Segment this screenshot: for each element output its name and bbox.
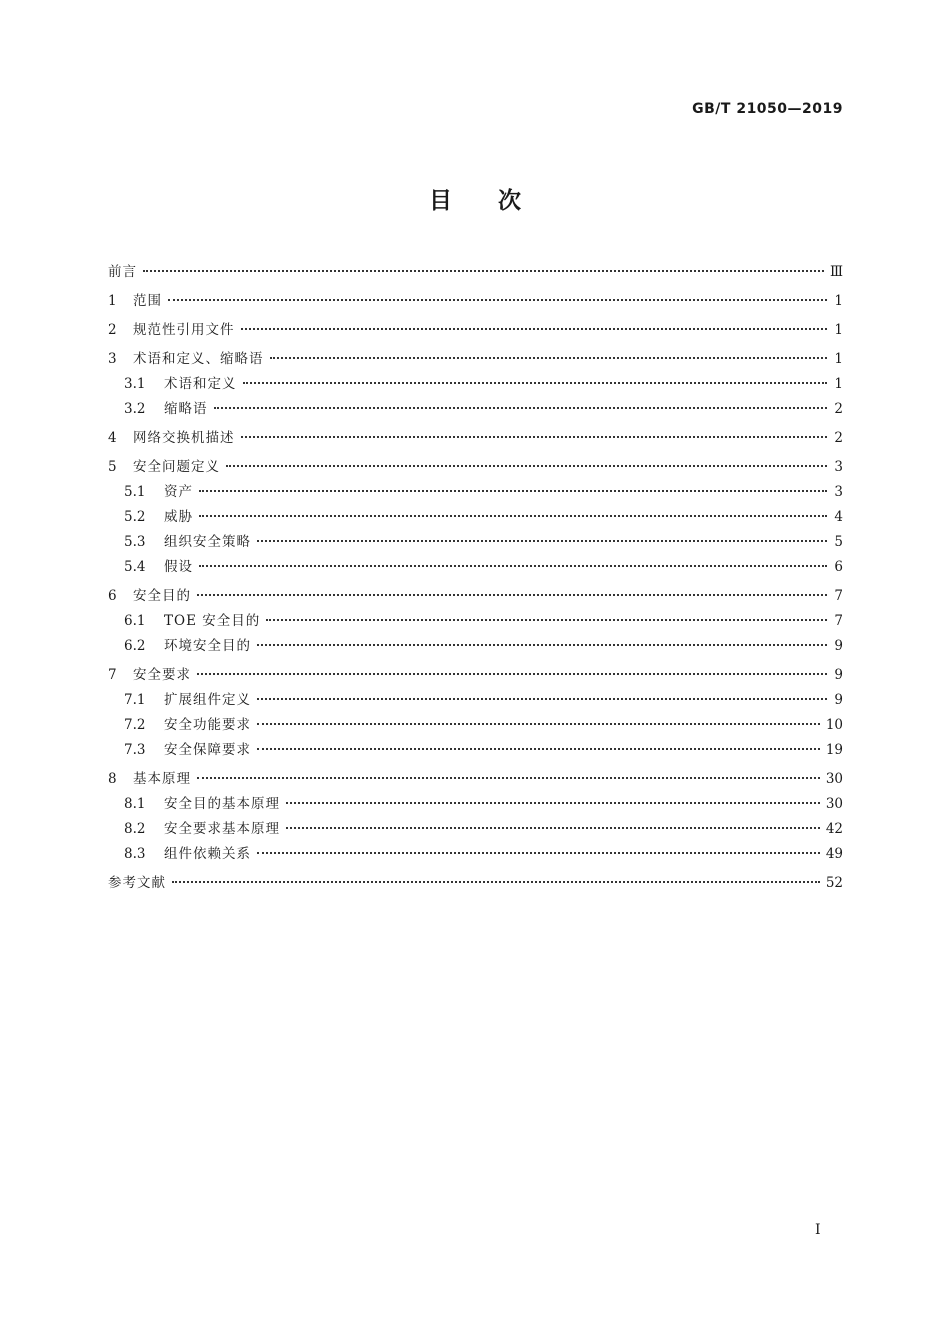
toc-entry-page: 2 — [834, 401, 843, 417]
toc-leader-dots — [143, 270, 824, 272]
toc-entry-page: 19 — [825, 742, 843, 758]
toc-entry-label: 前言 — [108, 264, 137, 280]
toc-entry-number: 5.4 — [124, 559, 146, 575]
toc-leader-dots — [241, 328, 828, 330]
toc-entry-number: 7.3 — [124, 742, 146, 758]
toc-entry-label: 安全要求 — [133, 667, 191, 683]
toc-leader-dots — [199, 565, 827, 567]
toc-entry-label: 范围 — [133, 293, 162, 309]
toc-entry[interactable] — [108, 397, 843, 422]
toc-entry-label: 安全保障要求 — [164, 742, 251, 758]
toc-entry-page: 1 — [834, 322, 843, 338]
toc-entry[interactable] — [108, 663, 843, 688]
toc-entry-page: 2 — [834, 430, 843, 446]
toc-leader-dots — [257, 852, 820, 854]
toc-entry-label: 基本原理 — [133, 771, 191, 787]
toc-leader-dots — [286, 802, 820, 804]
toc-entry-label: 安全目的 — [133, 588, 191, 604]
toc-entry-page: 30 — [825, 771, 843, 787]
toc-entry-page: 7 — [834, 613, 843, 629]
toc-entry-number: 2 — [108, 322, 117, 338]
toc-leader-dots — [266, 619, 827, 621]
toc-leader-dots — [257, 723, 820, 725]
toc-entry-label: 威胁 — [164, 509, 193, 525]
toc-leader-dots — [197, 777, 820, 779]
page-number: I — [815, 1222, 821, 1238]
toc-leader-dots — [197, 594, 827, 596]
toc-leader-dots — [243, 382, 828, 384]
toc-entry-label: 术语和定义 — [164, 376, 237, 392]
toc-entry-number: 1 — [108, 293, 117, 309]
toc-entry-number: 4 — [108, 430, 117, 446]
toc-entry-label: 环境安全目的 — [164, 638, 251, 654]
toc-entry[interactable] — [108, 792, 843, 817]
toc-leader-dots — [286, 827, 820, 829]
toc-entry-number: 7.1 — [124, 692, 146, 708]
toc-entry-page: 6 — [834, 559, 843, 575]
toc-leader-dots — [257, 698, 827, 700]
toc-leader-dots — [199, 515, 827, 517]
toc-entry[interactable] — [108, 318, 843, 343]
toc-entry[interactable] — [108, 372, 843, 397]
toc-entry[interactable] — [108, 555, 843, 580]
toc-entry-page: 1 — [834, 293, 843, 309]
toc-leader-dots — [257, 540, 827, 542]
toc-entry-page: 1 — [834, 376, 843, 392]
toc-entry-number: 5.3 — [124, 534, 146, 550]
toc-entry-number: 8 — [108, 771, 117, 787]
toc-entry-page: 5 — [834, 534, 843, 550]
toc-entry[interactable] — [108, 871, 843, 896]
toc-leader-dots — [214, 407, 828, 409]
toc-entry[interactable] — [108, 347, 843, 372]
toc-entry-number: 8.1 — [124, 796, 146, 812]
toc-entry-page: 30 — [825, 796, 843, 812]
toc-entry[interactable] — [108, 260, 843, 285]
page-title: 目 次 — [429, 188, 521, 214]
toc-entry-page: 49 — [825, 846, 843, 862]
toc-entry-label: 安全要求基本原理 — [164, 821, 280, 837]
toc-entry-number: 3.2 — [124, 401, 146, 417]
table-of-contents — [108, 260, 843, 896]
toc-entry-page: 52 — [825, 875, 843, 891]
toc-entry[interactable] — [108, 767, 843, 792]
toc-entry[interactable] — [108, 609, 843, 634]
toc-entry[interactable] — [108, 530, 843, 555]
toc-leader-dots — [199, 490, 827, 492]
toc-entry-number: 3.1 — [124, 376, 146, 392]
toc-entry-number: 6.2 — [124, 638, 146, 654]
toc-leader-dots — [197, 673, 827, 675]
toc-entry-label: 资产 — [164, 484, 193, 500]
toc-entry-page: 42 — [825, 821, 843, 837]
toc-entry-label: 网络交换机描述 — [133, 430, 235, 446]
toc-entry[interactable] — [108, 426, 843, 451]
toc-entry[interactable] — [108, 634, 843, 659]
toc-entry[interactable] — [108, 289, 843, 314]
toc-entry-number: 3 — [108, 351, 117, 367]
toc-leader-dots — [172, 881, 820, 883]
toc-entry[interactable] — [108, 584, 843, 609]
toc-entry-page: 4 — [834, 509, 843, 525]
toc-entry-number: 7 — [108, 667, 117, 683]
toc-entry-label: 安全功能要求 — [164, 717, 251, 733]
toc-entry[interactable] — [108, 738, 843, 763]
toc-leader-dots — [226, 465, 827, 467]
toc-entry-label: 扩展组件定义 — [164, 692, 251, 708]
toc-leader-dots — [257, 644, 827, 646]
toc-leader-dots — [257, 748, 820, 750]
toc-entry-label: 安全目的基本原理 — [164, 796, 280, 812]
toc-entry-page: 9 — [834, 692, 843, 708]
toc-entry[interactable] — [108, 480, 843, 505]
toc-entry-page: Ⅲ — [829, 264, 843, 280]
toc-leader-dots — [168, 299, 827, 301]
standard-code: GB/T 21050—2019 — [692, 101, 843, 117]
toc-entry-number: 7.2 — [124, 717, 146, 733]
toc-entry-page: 7 — [834, 588, 843, 604]
toc-entry[interactable] — [108, 713, 843, 738]
toc-entry-label: 安全问题定义 — [133, 459, 220, 475]
toc-leader-dots — [270, 357, 828, 359]
toc-entry-label: 参考文献 — [108, 875, 166, 891]
toc-entry-number: 5.2 — [124, 509, 146, 525]
toc-entry-number: 5.1 — [124, 484, 146, 500]
toc-entry[interactable] — [108, 688, 843, 713]
toc-entry-page: 1 — [834, 351, 843, 367]
toc-leader-dots — [241, 436, 828, 438]
toc-entry-label: TOE 安全目的 — [164, 613, 261, 629]
toc-entry-page: 9 — [834, 638, 843, 654]
toc-entry-page: 9 — [834, 667, 843, 683]
toc-entry-number: 8.3 — [124, 846, 146, 862]
toc-entry-label: 假设 — [164, 559, 193, 575]
toc-entry-page: 3 — [834, 484, 843, 500]
toc-entry-label: 组织安全策略 — [164, 534, 251, 550]
toc-entry-number: 6 — [108, 588, 117, 604]
toc-entry-label: 缩略语 — [164, 401, 208, 417]
toc-entry[interactable] — [108, 842, 843, 867]
toc-entry-page: 10 — [825, 717, 843, 733]
toc-entry-page: 3 — [834, 459, 843, 475]
toc-entry[interactable] — [108, 505, 843, 530]
toc-entry-number: 5 — [108, 459, 117, 475]
toc-entry-number: 6.1 — [124, 613, 146, 629]
toc-entry-label: 组件依赖关系 — [164, 846, 251, 862]
toc-entry-number: 8.2 — [124, 821, 146, 837]
toc-entry-label: 术语和定义、缩略语 — [133, 351, 264, 367]
toc-entry[interactable] — [108, 817, 843, 842]
toc-entry-label: 规范性引用文件 — [133, 322, 235, 338]
toc-entry[interactable] — [108, 455, 843, 480]
